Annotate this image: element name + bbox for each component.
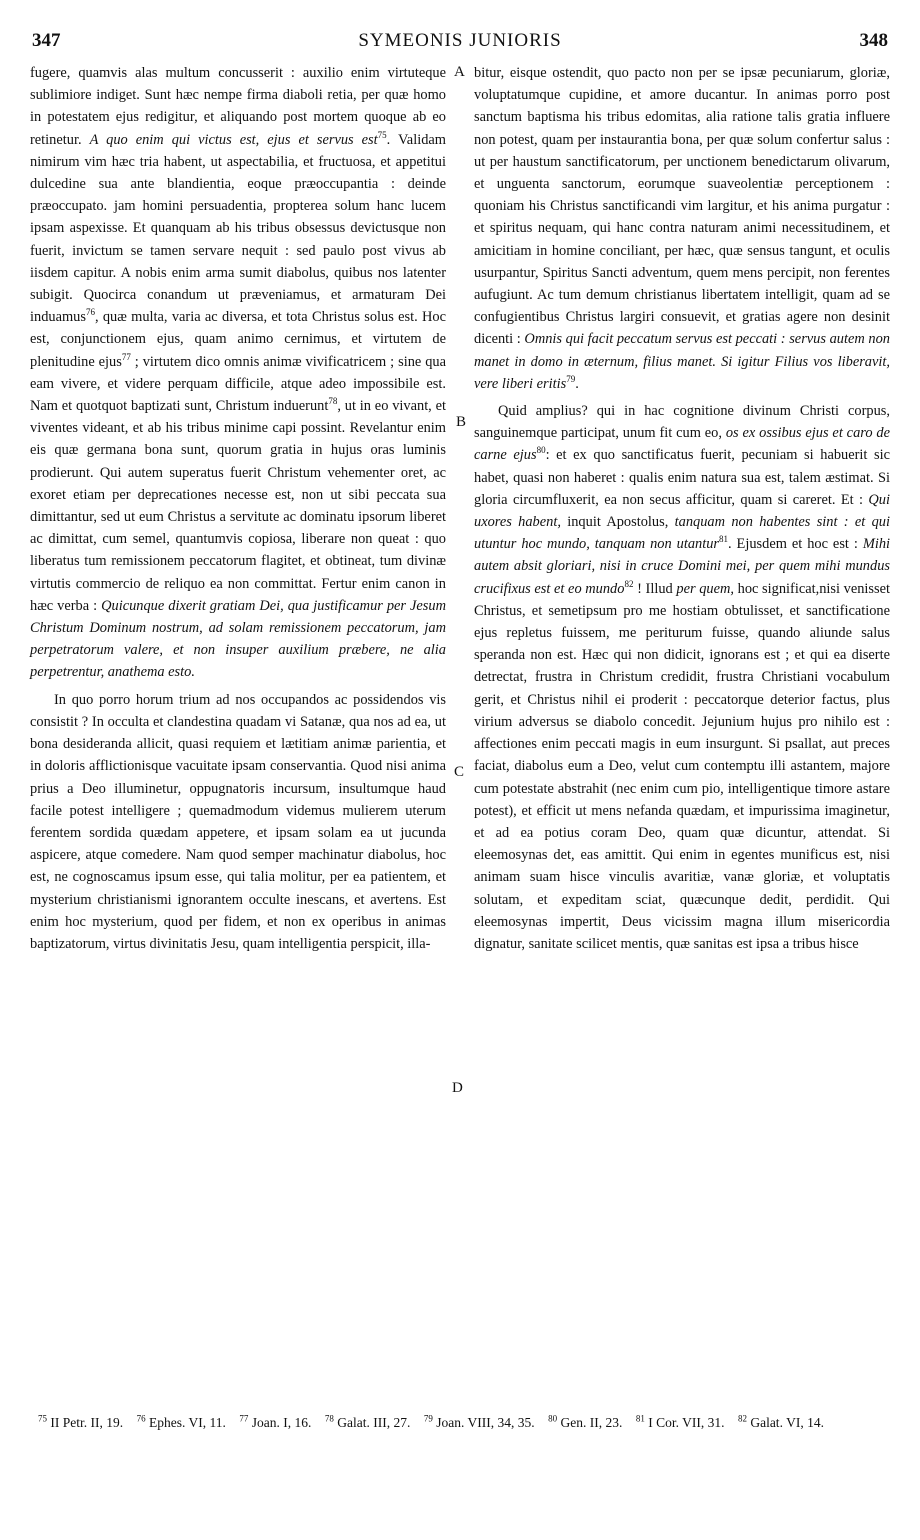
- footnote-82: Galat. VI, 14.: [750, 1415, 824, 1430]
- footnote-77: Joan. I, 16.: [251, 1415, 312, 1430]
- footnote-ref: 77: [121, 351, 131, 362]
- scripture-quote: tanquam non habentes sint : et qui utuntur hoc mundo, tanquam non utantur: [474, 514, 890, 553]
- footnote-ref: 75: [377, 129, 387, 140]
- footnote-ref: 76: [85, 307, 95, 318]
- section-marker-b: B: [456, 414, 467, 430]
- footnote-ref: 80: [536, 445, 546, 456]
- scripture-quote: Qui uxores habent,: [474, 491, 890, 531]
- section-marker-a: A: [454, 64, 465, 80]
- right-column: [474, 62, 890, 955]
- footnote-ref: 82: [624, 578, 634, 589]
- page-number-right: 348: [859, 30, 888, 51]
- footnotes: [30, 1412, 898, 1433]
- scripture-quote: per quem,: [676, 580, 734, 597]
- footnote-76: Ephes. VI, 11.: [148, 1415, 226, 1430]
- footnote-ref: 81: [719, 534, 729, 545]
- scripture-quote: Omnis qui facit peccatum servus est peccati : servus autem non manet in domo in æternum, filius manet. Si igitur Filius vos liberavit, vere liberi eritis: [474, 331, 890, 392]
- running-title: SYMEONIS JUNIORIS: [358, 30, 562, 51]
- section-marker-d: D: [452, 1080, 463, 1096]
- footnote-79: Joan. VIII, 34, 35.: [436, 1415, 535, 1430]
- left-paragraph-2: In quo porro horum trium ad nos occupandos ac possidendos vis consistit ? In occulta et clandestina quadam vi Satanæ, qua nos ad ea, ut bona desideranda allicit, quasi requiem et lætitiam animæ parientia, et in doloris afflictionisque vacuitate ipsam conservantia. Quod nisi anima prius a Deo illuminetur, oppugnatoris incursum, insultumque haud facile potest intelligere ; quemadmodum videmus mulierem uterum ferentem sordida quædam appetere, et ipsam solam ea ut jucunda aspicere, atque comedere. Nam quod semper machinatur diabolus, hoc est, ne cognoscamus ipsum esse, qui talia molitur, per ea patientem, et mysterium christianismi ignorantem occulte inescans, et avertens. Est enim hoc mysterium, quod per fidem, et non ex operibus in animas baptizatorum, virtus divinitatis Jesu, quam intelligentia perspicit, illa-: [30, 691, 446, 952]
- footnote-78: Galat. III, 27.: [337, 1415, 411, 1430]
- scripture-quote: Mihi autem absit gloriari, nisi in cruce Domini mei, per quem mihi mundus crucifixus est et eo mundo: [474, 536, 891, 597]
- page-number-left: 347: [32, 30, 61, 51]
- footnote-75: II Petr. II, 19.: [50, 1415, 124, 1430]
- running-header: [30, 30, 890, 60]
- canon-quote: Quicunque dixerit gratiam Dei, qua justificamur per Jesum Christum Dominum nostrum, ad solam remissionem peccatorum, jam perpetratorum valere, et non insuper auxilium præbere, ne alia perpetrentur, anathema esto.: [30, 597, 446, 681]
- footnote-81: I Cor. VII, 31.: [648, 1415, 725, 1430]
- left-column: [30, 62, 446, 955]
- footnote-ref: 78: [328, 396, 338, 407]
- footnotes-line-1: $^{75}$ II Petr. II, 19. $^{76}$ Ephes. VI, 11. $^{77}$ Joan. I, 16. $^{78}$ Galat. III, 27. $^{79}$ Joan. VIII, 34, 35. $^{80}$ Gen. II, 23. $^{81}$ I Cor. VII, 31. $^{82}$ Galat. VI, 14.: [38, 1413, 824, 1430]
- scripture-quote: os ex ossibus ejus et caro de carne ejus: [474, 425, 890, 464]
- left-paragraph-1: fugere, quamvis alas multum concusserit : auxilio enim virtuteque sublimiore indiget. Sunt hæc nempe firma diaboli retia, per quæ homo in potestatem ejus redigitur, et aliquando post mortem quoque ab eo retinetur. A quo enim qui victus est, ejus et servus est$^{75}$. Validam nimirum vim hæc tria habent, ut aspectabilia, et fructuosa, et appetitui dulcedine sua ante blandientia, eoque præoccupantia : deinde præoccupato. jam homini persuadentia, propterea solum hanc lucem ipsam aspexisse. Et quanquam ab his tribus obsessus devictusque non fuerit, invictum se tamen servare nequit : sed paulo post vivus ab iisdem capitur. A nobis enim arma sumit diabolus, quibus nos latenter subigit. Quocirca conandum ut præveniamus, et armaturam Dei induamus$^{76}$, quæ multa, varia ac diversa, et tota Christus solus est. Hoc est, conjunctionem ejus, quam animo cernimus, et virtutem de plenitudine ejus$^{77}$ ; virtutem dico omnis animæ vivificatricem ; sine qua eam vivere, et videre perquam difficile, atque adeo impossibile est. Nam et quotquot baptizati sunt, Christum induerunt$^{78}$, ut in eo vivant, et viventes videant, et ab his tribus minime capi possint. Revelantur enim eis quæ germana bona sunt, quorum gratia in hujus oras luminis prodierunt. Qui autem superatus fuerit Christum vehementer oret, ac exoret etiam per deprecationes necesse est, non ut sibi peccata sua dimittantur, sed ut eum Christus a servitute ac dominatu ipsorum liberet ac dimittat, cum semel, quantumvis copiosa, liberare non queat : quo liberatus tum remissionem peccatorum flagitet, et obtineat, tum divinæ virtutis commercio de reliquo ea non committat. Fertur enim canon in hæc verba : Quicunque dixerit gratiam Dei, qua justificamur per Jesum Christum Dominum nostrum, ad solam remissionem peccatorum, jam perpetratorum valere, et non insuper auxilium præbere, ne alia perpetrentur, anathema esto.: [30, 65, 446, 681]
- footnote-80: Gen. II, 23.: [560, 1415, 623, 1430]
- section-marker-c: C: [454, 764, 465, 780]
- right-paragraph-2: Quid amplius? qui in hac cognitione divinum Christi corpus, sanguinemque participat, unum fit cum eo, os ex ossibus ejus et caro de carne ejus$^{80}$: et ex quo sanctificatus fuerit, pecuniam si habuerit sic habet, quasi non haberet : qualis enim natura sua est, talem æstimat. Si gloria circumfluxerit, ea non secus afficitur, quam si careret. Et : Qui uxores habent, inquit Apostolus, tanquam non habentes sint : et qui utuntur hoc mundo, tanquam non utantur$^{81}$. Ejusdem et hoc est : Mihi autem absit gloriari, nisi in cruce Domini mei, per quem mihi mundus crucifixus est et eo mundo$^{82}$ ! Illud per quem, hoc significat,nisi venisset Christus, et semetipsum pro me hostiam obtulisset, et sanctificatione ejus repletus fuissem, me periturum fuisse, quando aliunde salus speranda non est. Hæc qui non didicit, ignorans est ; et qui ea diserte detrectat, frustra in Christum credidit, frustra Christiani vocabulum gerit, et Christus nihil ei proderit : peccatorque deterior factus, plus virium adversus se diabolo concedit. Jejunium hujus pro nihilo est : affectiones enim peccati magis in eum insurgunt. Si psallat, aut preces faciat, diabolus eum a Deo, velut cum contemptu illi astantem, majore cum potestate abstrahit (nec enim cum pio, intelligentique timore astare potest), et efficit ut mens nefanda quædam, et impurissima imaginetur, et ad ea potius coram Deo, quam quæ dicuntur, attendat. Si eleemosynas det, eas amittit. Qui enim in egentes munificus est, nisi animam suam hisce vinculis avaritiæ, vanæ gloriæ, et voluptatis solutam, et expeditam sciat, quæcunque dedit, perdidit. Qui eleemosynas impertit, Deus vicissim magna illum misericordia dignatur, sanitate scilicet mentis, quæ sanitas est ipsa a tribus hisce: [474, 403, 891, 952]
- scripture-quote: A quo enim qui victus est, ejus et servus est: [89, 131, 378, 148]
- right-paragraph-1: bitur, eisque ostendit, quo pacto non per se ipsæ pecuniarum, gloriæ, voluptatumque cupidine, et amore ducantur. In animas porro post sanctum baptisma his tribus edomitas, alia ratione talis gratia influere non potest, quam per instaurantia bona, per quæ solum confertur salus : ut per haustum sanctificatorum, per unctionem benedictarum olivarum, et unguenta sanctorum, eorumque suaveolentiæ perceptionem : quoniam his Christus sanctificandi vim largitur, et his anima purgatur : et spiritus nequam, qui hanc contra naturam animi necessitudinem, et amicitiam in homine conciliant, per hæc, quæ sensus tangunt, et oculis usurpantur, Spiritus Sancti adventum, quem mens percipit, non ferentes aufugiunt. Ac tum demum christianus libertatem intelligit, quam ad se confugientibus Christus largiri consuevit, et gratias agere non desinit dicenti : Omnis qui facit peccatum servus est peccati : servus autem non manet in domo in æternum, filius manet. Si igitur Filius vos liberavit, vere liberi eritis$^{79}$.: [474, 65, 890, 392]
- footnote-ref: 79: [566, 374, 576, 385]
